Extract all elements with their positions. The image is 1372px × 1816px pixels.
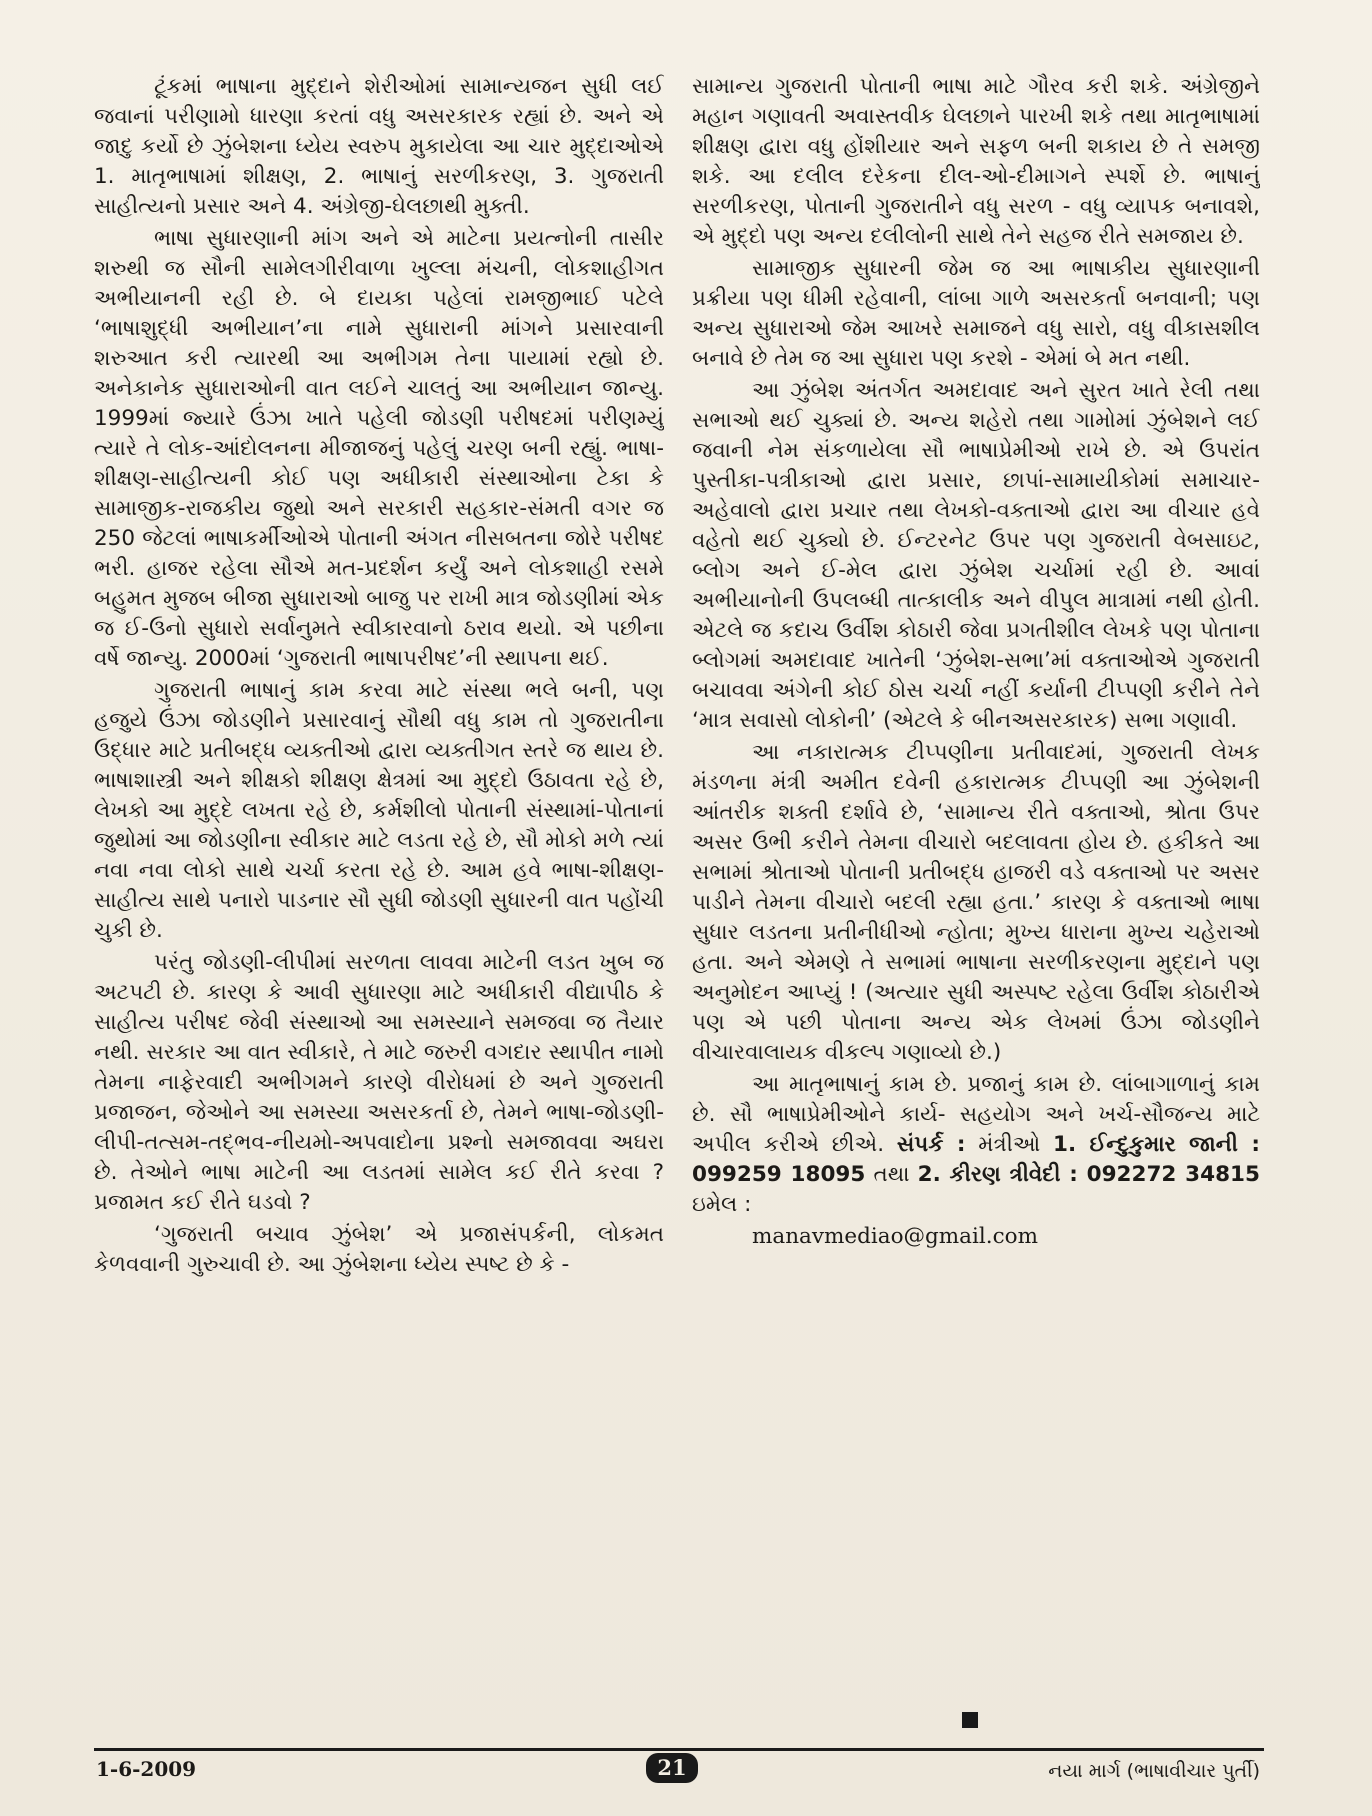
article-end-square xyxy=(962,1712,978,1728)
paragraph: ગુજરાતી ભાષાનું કામ કરવા માટે સંસ્થા ભલે બની, પણ હજુયે ઉંઝા જોડણીને પ્રસારવાનું સૌથી વધુ કામ તો ગુજરાતીના ઉદ્ધાર માટે પ્રતીબદ્ધ વ્યક્તીઓ દ્વારા વ્યક્તીગત સ્તરે જ થાય છે. ભાષાશાસ્ત્રી અને શીક્ષકો શીક્ષણ ક્ષેત્રમાં આ મુદ્દો ઉઠાવતા રહે છે, લેખકો આ મુદ્દે લખતા રહે છે, કર્મશીલો પોતાની સંસ્થામાં-પોતાનાં જુથોમાં આ જોડણીના સ્વીકાર માટે લડતા રહે છે, સૌ મોકો મળે ત્યાં નવા નવા લોકો સાથે ચર્ચા કરતા રહે છે. આમ હવે ભાષા-શીક્ષણ-સાહીત્ય સાથે પનારો પાડનાર સૌ સુધી જોડણી સુધારની વાત પહોંચી ચુકી છે. xyxy=(94,678,664,943)
paragraph: આ નકારાત્મક ટીપ્પણીના પ્રતીવાદમાં, ગુજરાતી લેખક મંડળના મંત્રી અમીત દવેની હકારાત્મક ટીપ્પણી આ ઝુંબેશની આંતરીક શક્તી દર્શાવે છે, ‘સામાન્ય રીતે વક્તાઓ, શ્રોતા ઉપર અસર ઉભી કરીને તેમના વીચારો બદલાવતા હોય છે. હકીકતે આ સભામાં શ્રોતાઓ પોતાની પ્રતીબદ્ધ હાજરી વડે વક્તાઓ પર અસર પાડીને તેમના વીચારો બદલી રહ્યા હતા.’ કારણ કે વક્તાઓ ભાષા સુધાર લડતના પ્રતીનીધીઓ ન્હોતા; મુખ્ય ધારાના મુખ્ય ચહેરાઓ હતા. અને એમણે તે સભામાં ભાષાના સરળીકરણના મુદ્દાને પણ અનુમોદન આપ્યું ! (અત્યાર સુધી અસ્પષ્ટ રહેલા ઉર્વીશ કોઠારીએ પણ એ પછી પોતાના અન્ય એક લેખમાં ઉંઝા જોડણીને વીચારવાલાયક વીકલ્પ ગણાવ્યો છે.) xyxy=(692,740,1260,1065)
email-label: ઇમેલ : xyxy=(692,1192,752,1217)
contact-indukumar: 1. ઈન્દુકુમાર જાની : 099259 18095 xyxy=(692,1132,1260,1187)
paragraph: પરંતુ જોડણી-લીપીમાં સરળતા લાવવા માટેની લડત ખુબ જ અટપટી છે. કારણ કે આવી સુધારણા માટે અધીકારી વીદ્યાપીઠ કે સાહીત્ય પરીષદ જેવી સંસ્થાઓ આ સમસ્યાને સમજવા જ તૈયાર નથી. સરકાર આ વાત સ્વીકારે, તે માટે જરુરી વગદાર સ્થાપીત નામો તેમના નાફેરવાદી અભીગમને કારણે વીરોધમાં છે અને ગુજરાતી પ્રજાજન, જેઓને આ સમસ્યા અસરકર્તા છે, તેમને ભાષા-જોડણી-લીપી-તત્સમ-તદ્ભવ-નીયમો-અપવાદોના પ્રશ્નો સમજાવવા અઘરા છે. તેઓને ભાષા માટેની આ લડતમાં સામેલ કઈ રીતે કરવા ? પ્રજામત કઈ રીતે ઘડવો ? xyxy=(94,950,664,1215)
footer-divider xyxy=(94,1748,1264,1751)
article-right-column xyxy=(692,72,1260,1742)
contact-label: સંપર્ક : xyxy=(896,1132,966,1157)
paragraph: સામાજીક સુધારની જેમ જ આ ભાષાકીય સુધારણાની પ્રક્રીયા પણ ધીમી રહેવાની, લાંબા ગાળે અસરકર્તા બનવાની; પણ અન્ય સુધારાઓ જેમ આખરે સમાજને વધુ સારો, વધુ વીકાસશીલ બનાવે છે તેમ જ આ સુધારા પણ કરશે - એમાં બે મત નથી. xyxy=(692,256,1260,371)
paragraph: આ ઝુંબેશ અંતર્ગત અમદાવાદ અને સુરત ખાતે રેલી તથા સભાઓ થઈ ચુક્યાં છે. અન્ય શહેરો તથા ગામોમાં ઝુંબેશને લઈ જવાની નેમ સંકળાયેલા સૌ ભાષાપ્રેમીઓ રાખે છે. એ ઉપરાંત પુસ્તીકા-પત્રીકાઓ દ્વારા પ્રસાર, છાપાં-સામાયીકોમાં સમાચાર-અહેવાલો દ્વારા પ્રચાર તથા લેખકો-વક્તાઓ દ્વારા આ વીચાર હવે વહેતો થઈ ચુક્યો છે. ઈન્ટરનેટ ઉપર પણ ગુજરાતી વેબસાઇટ, બ્લોગ અને ઈ-મેલ દ્વારા ઝુંબેશ ચર્ચામાં રહી છે. આવાં અભીયાનોની ઉપલબ્ધી તાત્કાલીક અને વીપુલ માત્રામાં નથી હોતી. એટલે જ કદાચ ઉર્વીશ કોઠારી જેવા પ્રગતીશીલ લેખકે પણ પોતાના બ્લોગમાં અમદાવાદ ખાતેની ‘ઝુંબેશ-સભા’માં વક્તાઓએ ગુજરાતી બચાવવા અંગેની કોઈ ઠોસ ચર્ચા નહીં કર્યાની ટીપ્પણી કરીને તેને ‘માત્ર સવાસો લોકોની’ (એટલે કે બીનઅસરકારક) સભા ગણાવી. xyxy=(692,378,1260,733)
email-address: manavmediao@gmail.com xyxy=(752,1224,1038,1249)
paragraph: ટૂંકમાં ભાષાના મુદ્દાને શેરીઓમાં સામાન્યજન સુધી લઈ જવાનાં પરીણામો ધારણા કરતાં વધુ અસરકારક રહ્યાં છે. અને એ જાદુ કર્યો છે ઝુંબેશના ધ્યેય સ્વરુપ મુકાયેલા આ ચાર મુદ્દાઓએ 1. માતૃભાષામાં શીક્ષણ, 2. ભાષાનું સરળીકરણ, 3. ગુજરાતી સાહીત્યનો પ્રસાર અને 4. અંગ્રેજી-ઘેલછાથી મુક્તી. xyxy=(94,74,664,219)
closing-paragraph xyxy=(692,1070,1260,1220)
paragraph-continued: સામાન્ય ગુજરાતી પોતાની ભાષા માટે ગૌરવ કરી શકે. અંગ્રેજીને મહાન ગણાવતી અવાસ્તવીક ઘેલછાને પારખી શકે તથા માતૃભાષામાં શીક્ષણ દ્વારા વધુ હોંશીયાર અને સફળ બની શકાય છે તે સમજી શકે. આ દલીલ દરેકના દીલ-ઓ-દીમાગને સ્પર્શે છે. ભાષાનું સરળીકરણ, પોતાની ગુજરાતીને વધુ સરળ - વધુ વ્યાપક બનાવશે, એ મુદ્દો પણ અન્ય દલીલોની સાથે તેને સહજ રીતે સમજાય છે. xyxy=(692,74,1260,249)
article-left-column xyxy=(94,72,664,1742)
paragraph: ‘ગુજરાતી બચાવ ઝુંબેશ’ એ પ્રજાસંપર્કની, લોકમત કેળવવાની ગુરુચાવી છે. આ ઝુંબેશના ધ્યેય સ્પષ્ટ છે કે - xyxy=(94,1222,664,1277)
closing-text: આ માતૃભાષાનું કામ છે. પ્રજાનું કામ છે. લાંબાગાળાનું કામ છે. સૌ ભાષાપ્રેમીઓને કાર્ય- સહયોગ અને ખર્ચ-સૌજન્ય માટે અપીલ કરીએ છીએ. xyxy=(692,1072,1260,1157)
paragraph: ભાષા સુધારણાની માંગ અને એ માટેના પ્રયત્નોની તાસીર શરુથી જ સૌની સામેલગીરીવાળા ખુલ્લા મંચની, લોકશાહીગત અભીયાનની રહી છે. બે દાયકા પહેલાં રામજીભાઈ પટેલે ‘ભાષાશુદ્ધી અભીયાન’ના નામે સુધારાની માંગને પ્રસારવાની શરુઆત કરી ત્યારથી આ અભીગમ તેના પાયામાં રહ્યો છે. અનેકાનેક સુધારાઓની વાત લઈને ચાલતું આ અભીયાન જાન્યુ. 1999માં જ્યારે ઉંઝા ખાતે પહેલી જોડણી પરીષદમાં પરીણમ્યું ત્યારે તે લોક-આંદોલનના મીજાજનું પહેલું ચરણ બની રહ્યું. ભાષા-શીક્ષણ-સાહીત્યની કોઈ પણ અધીકારી સંસ્થાઓના ટેકા કે સામાજીક-રાજકીય જુથો અને સરકારી સહકાર-સંમતી વગર જ 250 જેટલાં ભાષાકર્મીઓએ પોતાની અંગત નીસબતના જોરે પરીષદ ભરી. હાજર રહેલા સૌએ મત-પ્રદર્શન કર્યું અને લોકશાહી રસમે બહુમત મુજબ બીજા સુધારાઓ બાજુ પર રાખી માત્ર જોડણીમાં એક જ ઈ-ઉનો સુધારો સર્વાનુમતે સ્વીકારવાનો ઠરાવ થયો. એ પછીના વર્ષે જાન્યુ. 2000માં ‘ગુજરાતી ભાષાપરીષદ’ની સ્થાપના થઈ. xyxy=(94,226,664,671)
footer-date: 1-6-2009 xyxy=(96,1757,197,1781)
page-number: 21 xyxy=(646,1753,698,1783)
contact-kiran: 2. કીરણ ત્રીવેદી : 092272 34815 xyxy=(917,1162,1260,1187)
publication-title: નયા માર્ગ (ભાષાવીચાર પુર્તી) xyxy=(1048,1760,1260,1782)
contact-joiner: તથા xyxy=(873,1162,910,1187)
contact-prefix: મંત્રીઓ xyxy=(978,1132,1041,1157)
